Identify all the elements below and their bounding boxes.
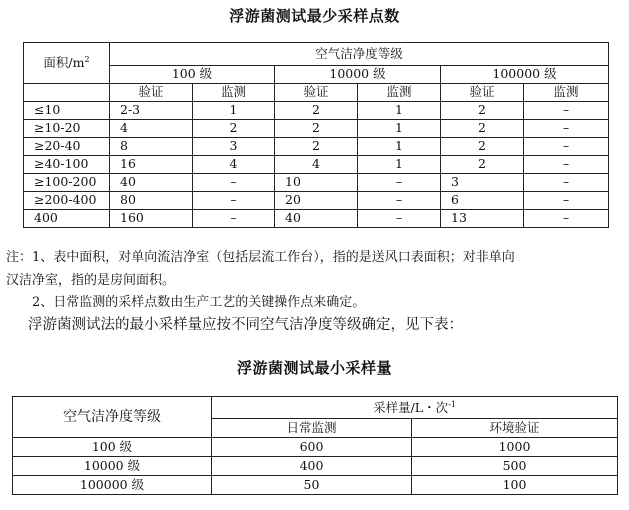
table-cell: 160 [110,210,193,228]
class-cell: 100 级 [13,438,212,457]
table-cell: – [524,120,609,138]
sub-header-cell: 监测 [193,84,275,102]
table-row [24,102,609,120]
table-row [13,438,618,457]
table-cell: – [358,174,441,192]
area-cell: 400 [24,210,110,228]
table-cell: – [524,102,609,120]
note-line-2: 汉洁净室，指的是房间面积。 [6,273,176,288]
area-header: 面积$/m^2$ [24,43,110,84]
table-cell: – [524,192,609,210]
table-row [24,174,609,192]
area-cell: ≤10 [24,102,110,120]
area-cell: ≥10-20 [24,120,110,138]
table-cell: 1 [358,120,441,138]
table-cell: – [358,192,441,210]
cleanliness-class-header: 空气洁净度等级 [110,43,609,66]
table-row [13,457,618,476]
table-cell: 1 [358,156,441,174]
sampling-points-table [23,42,609,228]
area-cell: ≥100-200 [24,174,110,192]
table-cell: 1000 [412,438,618,457]
area-cell: ≥20-40 [24,138,110,156]
table-cell: 4 [193,156,275,174]
sub-header-cell: 监测 [358,84,441,102]
table-cell: – [524,174,609,192]
table2-title: 浮游菌测试最小采样量 [236,359,392,377]
area-cell: ≥40-100 [24,156,110,174]
table-cell: 500 [412,457,618,476]
min-sample-volume-table [12,396,618,495]
sub-header-cell: 监测 [524,84,609,102]
table-cell: – [524,156,609,174]
table-row [24,192,609,210]
class-header-10000: 10000 级 [275,66,441,84]
table-cell: 6 [441,192,524,210]
table-cell: 100 [412,476,618,495]
table-row [24,210,609,228]
empty-cell [24,84,110,102]
sub-header-cell: 验证 [275,84,358,102]
sub-header-cell: 验证 [441,84,524,102]
sub-header-row [24,84,609,102]
table-cell: 80 [110,192,193,210]
table-cell: – [193,192,275,210]
table-cell: 10 [275,174,358,192]
table-cell: 20 [275,192,358,210]
table-cell: 40 [110,174,193,192]
body-paragraph: 浮游菌测试法的最小采样量应按不同空气洁净度等级确定，见下表： [28,317,463,333]
table-row [24,156,609,174]
table-row [13,476,618,495]
area-cell: ≥200-400 [24,192,110,210]
table-cell: – [193,210,275,228]
class-header-100000: 100000 级 [441,66,609,84]
table-row [24,120,609,138]
sample-volume-header: 采样量/L・次$^{-1}$ [212,397,618,419]
class-header-100: 100 级 [110,66,275,84]
table-row [24,138,609,156]
table-cell: – [193,174,275,192]
note-line-1: 注：1、表中面积，对单向流洁净室（包括层流工作台），指的是送风口表面积；对非单向 [6,250,515,265]
table-cell: 400 [212,457,412,476]
table-cell: 600 [212,438,412,457]
table-cell: 2 [441,156,524,174]
table-cell: 8 [110,138,193,156]
table-cell: 2 [441,120,524,138]
table1-title: 浮游菌测试最少采样点数 [229,7,400,25]
table-cell: 4 [110,120,193,138]
table-cell: 2 [275,102,358,120]
table-cell: 1 [358,138,441,156]
table-cell: 2 [441,102,524,120]
sub-header-cell: 日常监测 [212,418,412,437]
class-cell: 100000 级 [13,476,212,495]
table-cell: – [358,210,441,228]
table-cell: 2-3 [110,102,193,120]
table-cell: – [524,210,609,228]
table-cell: 3 [441,174,524,192]
class-header: 空气洁净度等级 [13,397,212,438]
sub-header-cell: 环境验证 [412,418,618,437]
table-cell: 3 [193,138,275,156]
note-line-3: 2、日常监测的采样点数由生产工艺的关键操作点来确定。 [32,295,366,310]
table-cell: 4 [275,156,358,174]
table-cell: 50 [212,476,412,495]
table-cell: 2 [441,138,524,156]
table-cell: – [524,138,609,156]
table-cell: 40 [275,210,358,228]
table-cell: 1 [358,102,441,120]
table-cell: 16 [110,156,193,174]
table-cell: 1 [193,102,275,120]
table-cell: 2 [275,138,358,156]
class-cell: 10000 级 [13,457,212,476]
table-cell: 13 [441,210,524,228]
sub-header-cell: 验证 [110,84,193,102]
table-cell: 2 [275,120,358,138]
table-cell: 2 [193,120,275,138]
